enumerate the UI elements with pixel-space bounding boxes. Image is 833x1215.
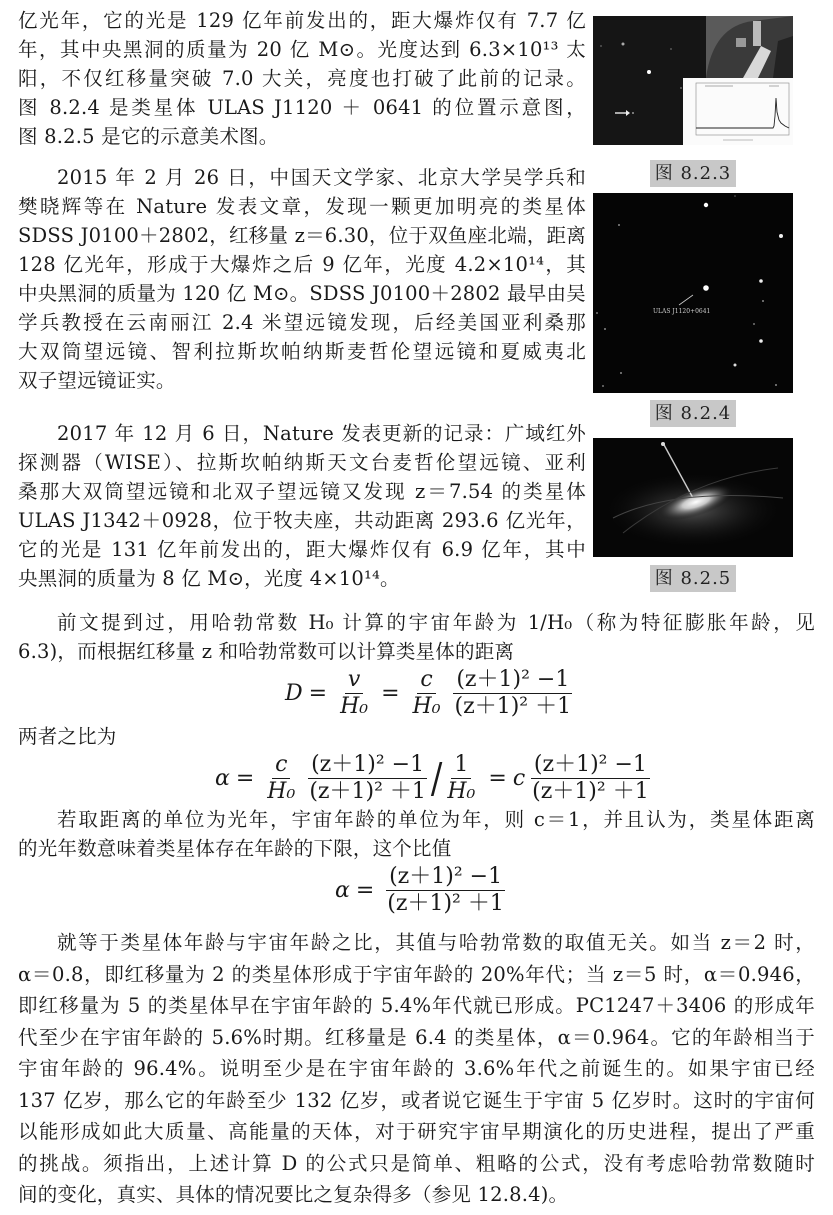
text-line: 央黑洞的质量为 8 亿 M⊙，光度 4×10¹⁴。 (18, 567, 400, 590)
equation-distance (285, 668, 578, 719)
text-line: 亿光年，它的光是 129 亿年前发出的，距大爆炸仅有 7.7 亿 (18, 9, 586, 32)
figure-8-2-5 (593, 438, 793, 557)
text-line: 它的光是 131 亿年前发出的，距大爆炸仅有 6.9 亿年，其中 (18, 538, 586, 561)
fraction: $\frac{\text{(z＋1)² −1}}{\text{(z＋1)² ＋1}}$ (532, 752, 649, 804)
text-line: 大双筒望远镜、智利拉斯坎帕纳斯麦哲伦望远镜和夏威夷北 (18, 340, 586, 363)
eq-equals: = (308, 681, 328, 706)
fraction: $\frac{1}{\text{H₀}}$ (447, 752, 476, 804)
ratio-label: 两者之比为 (18, 725, 117, 748)
text-line: 桑那大双筒望远镜和北双子望远镜又发现 z＝7.54 的类星体 (18, 480, 586, 503)
text-line: 阳，不仅红移量突破 7.0 大关，亮度也打破了此前的记录。 (18, 67, 586, 90)
eq-lhs: α (335, 878, 350, 903)
text-line: 128 亿光年，形成于大爆炸之后 9 亿年，光度 4.2×10¹⁴，其 (18, 253, 586, 276)
text-line: 学兵教授在云南丽江 2.4 米望远镜发现，后经美国亚利桑那 (18, 311, 586, 334)
text-line: 2015 年 2 月 26 日，中国天文学家、北京大学吴学兵和 (57, 166, 586, 189)
figure-8-2-5-image (593, 438, 793, 557)
text-line: 就等于类星体年龄与宇宙年龄之比，其值与哈勃常数的取值无关。如当 z＝2 时， (57, 931, 815, 954)
text-line: ULAS J1342＋0928，位于牧夫座，共动距离 293.6 亿光年， (18, 509, 586, 532)
figure-8-2-4-image (593, 193, 793, 393)
text-line: 双子望远镜证实。 (18, 369, 176, 392)
text-line: 探测器（WISE）、拉斯坎帕纳斯天文台麦哲伦望远镜、亚利 (18, 451, 586, 474)
text-line: 前文提到过，用哈勃常数 H₀ 计算的宇宙年龄为 1/H₀（称为特征膨胀年龄，见 (57, 611, 815, 634)
text-line: 若取距离的单位为光年，宇宙年龄的单位为年，则 c＝1，并且认为，类星体距离 (57, 808, 815, 831)
text-line: 代至少在宇宙年龄的 5.6%时期。红移量是 6.4 的类星体，α＝0.964。它的年龄相当于 (18, 1025, 815, 1049)
text-line: 的挑战。须指出，上述计算 D 的公式只是简单、粗略的公式，没有考虑哈勃常数随时 (18, 1151, 815, 1175)
slash: / (430, 754, 443, 803)
text-line: 宇宙年龄的 96.4%。说明至少是在宇宙年龄的 3.6%年代之前诞生的。如果宇宙已经 (18, 1057, 815, 1080)
text-line: SDSS J0100＋2802，红移量 z＝6.30，位于双鱼座北端，距离 (18, 224, 586, 247)
figure-8-2-5-caption: 图 8.2.5 (650, 565, 736, 592)
figure-8-2-3-image (593, 16, 793, 145)
text-line: 2017 年 12 月 6 日，Nature 发表更新的记录：广域红外 (57, 422, 586, 445)
quasar-label: ULAS J1120+0641 (653, 308, 711, 315)
text-line: 图 8.2.5 是它的示意美术图。 (18, 125, 279, 148)
text-line: 图 8.2.4 是类星体 ULAS J1120 ＋ 0641 的位置示意图， (18, 96, 586, 119)
text-line: 中央黑洞的质量为 120 亿 M⊙。SDSS J0100＋2802 最早由吴 (18, 282, 586, 305)
eq-lhs: α (215, 766, 230, 791)
equation-ratio: α = $\frac{c}{\text{H₀}}$ $\frac{\text{(z＋1)² −1}}{\text{(z＋1)² ＋1}}$ / $\frac{1}{\text{H₀}}$ = c $\frac{\text{(z＋1)² −1}}{\text{(z＋1)² ＋1}}$ (215, 753, 656, 804)
figure-8-2-3-caption: 图 8.2.3 (650, 160, 736, 187)
text-line: α＝0.8，即红移量为 2 的类星体形成于宇宙年龄的 20%年代；当 z＝5 时，α＝0.946， (18, 962, 815, 986)
text-line: 6.3)，而根据红移量 z 和哈勃常数可以计算类星体的距离 (18, 640, 515, 663)
text-line: 即红移量为 5 的类星体早在宇宙年龄的 5.4%年代就已形成。PC1247＋3406 的形成年 (18, 994, 815, 1017)
fraction: $\frac{v}{\text{H₀}}$ (340, 667, 369, 719)
eq-equals: = (381, 681, 400, 706)
text-line: 年，其中央黑洞的质量为 20 亿 M⊙。光度达到 6.3×10¹³ 太 (18, 38, 586, 61)
text-line: 的光年数意味着类星体存在年龄的下限，这个比值 (18, 837, 452, 860)
figure-8-2-3 (593, 16, 793, 145)
eq-lhs: D (285, 681, 303, 706)
fraction: $\frac{\text{(z＋1)² −1}}{\text{(z＋1)² ＋1}}$ (309, 752, 426, 804)
fraction: $\frac{c}{\text{H₀}}$ (267, 752, 296, 804)
equation-alpha: α = $\frac{\text{(z＋1)² −1}}{\text{(z＋1)² ＋1}}$ (335, 865, 511, 916)
figure-8-2-4-caption: 图 8.2.4 (650, 400, 736, 427)
text-line: 以能形成如此大质量、高能量的天体，对于研究宇宙早期演化的历史进程，提出了严重 (18, 1120, 815, 1143)
text-line: 137 亿岁，那么它的年龄至少 132 亿岁，或者说它诞生于宇宙 5 亿岁时。这时的宇宙何 (18, 1088, 815, 1112)
figure-8-2-4 (593, 193, 793, 393)
fraction: $\frac{\text{(z＋1)² −1}}{\text{(z＋1)² ＋1}}$ (454, 667, 572, 719)
fraction: $\frac{c}{\text{H₀}}$ (412, 667, 441, 719)
text-line: 间的变化，真实、具体的情况要比之复杂得多（参见 12.8.4)。 (18, 1183, 569, 1206)
text-line: 樊晓辉等在 Nature 发表文章，发现一颗更加明亮的类星体 (18, 195, 586, 218)
fraction: $\frac{\text{(z＋1)² −1}}{\text{(z＋1)² ＋1}}$ (387, 864, 504, 916)
